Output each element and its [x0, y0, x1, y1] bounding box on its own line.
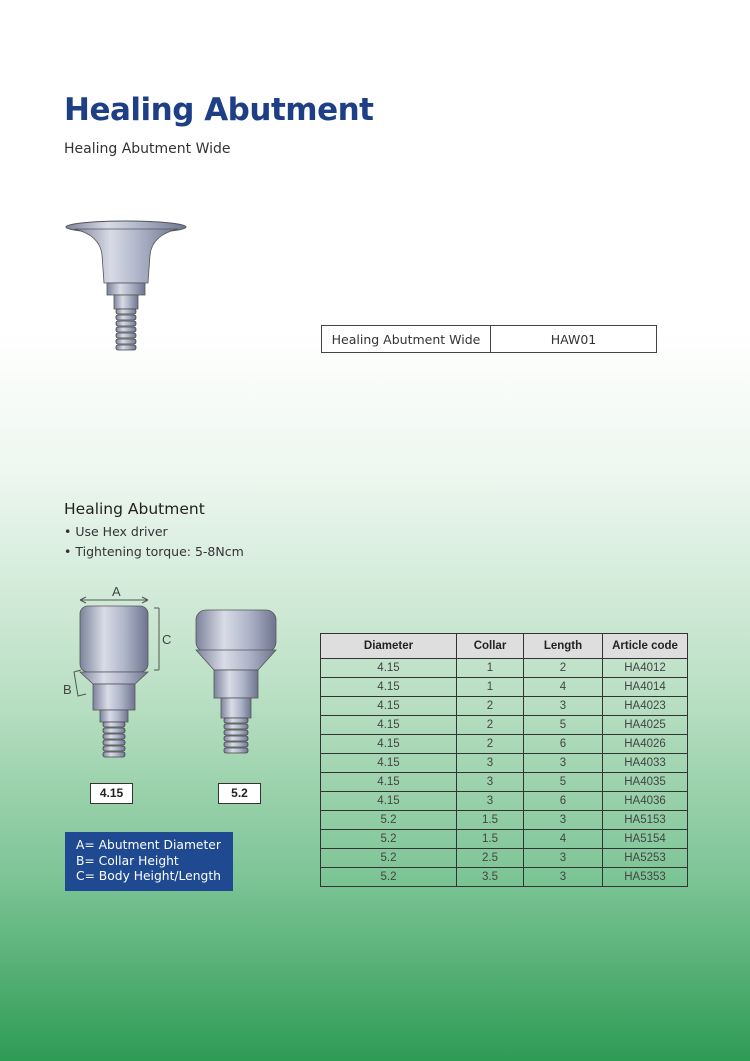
- table-row: [321, 678, 688, 697]
- table-cell: 3: [457, 773, 524, 792]
- legend-line-b: B= Collar Height: [76, 853, 179, 868]
- table-cell: 2: [457, 697, 524, 716]
- healing-abutment-wide-image: [60, 215, 200, 365]
- product-name-cell: Healing Abutment Wide: [322, 326, 491, 353]
- table-row: [321, 830, 688, 849]
- table-cell: HA5153: [603, 811, 688, 830]
- table-cell: 3.5: [457, 868, 524, 887]
- legend-line-a: A= Abutment Diameter: [76, 838, 221, 852]
- table-cell: 1: [457, 678, 524, 697]
- table-row: [321, 716, 688, 735]
- section-title: Healing Abutment: [64, 500, 205, 518]
- table-cell: 2.5: [457, 849, 524, 868]
- instruction-item: • Tightening torque: 5-8Ncm: [64, 542, 244, 562]
- table-cell: 3: [524, 754, 603, 773]
- table-cell: 4.15: [321, 659, 457, 678]
- table-cell: 5: [524, 773, 603, 792]
- table-cell: HA4026: [603, 735, 688, 754]
- table-cell: 4.15: [321, 754, 457, 773]
- product-code-cell: HAW01: [491, 326, 657, 353]
- legend-line-c: C= Body Height/Length: [76, 869, 221, 883]
- table-cell: 5.2: [321, 868, 457, 887]
- table-body: [321, 659, 688, 887]
- dimension-label-a: A: [112, 584, 121, 599]
- size-label-5-2: 5.2: [218, 783, 261, 804]
- dimension-label-c: C: [162, 632, 172, 647]
- table-cell: 4.15: [321, 773, 457, 792]
- table-cell: HA4035: [603, 773, 688, 792]
- table-cell: 4.15: [321, 697, 457, 716]
- table-cell: HA4036: [603, 792, 688, 811]
- table-row: [321, 811, 688, 830]
- article-spec-table: [320, 633, 688, 887]
- table-cell: HA5353: [603, 868, 688, 887]
- instruction-list: [64, 522, 244, 562]
- table-row: [321, 697, 688, 716]
- table-cell: 4.15: [321, 678, 457, 697]
- table-row: [321, 792, 688, 811]
- table-cell: 6: [524, 735, 603, 754]
- table-cell: 3: [524, 868, 603, 887]
- table-cell: 5.2: [321, 849, 457, 868]
- table-cell: 4.15: [321, 716, 457, 735]
- table-row: [321, 735, 688, 754]
- table-cell: HA4025: [603, 716, 688, 735]
- table-row: [321, 868, 688, 887]
- header-collar: Collar: [457, 634, 524, 659]
- dimension-legend: [65, 832, 233, 891]
- header-length: Length: [524, 634, 603, 659]
- table-cell: 4: [524, 830, 603, 849]
- table-cell: 1: [457, 659, 524, 678]
- table-cell: HA5154: [603, 830, 688, 849]
- table-cell: HA4012: [603, 659, 688, 678]
- table-cell: 2: [524, 659, 603, 678]
- table-cell: HA4033: [603, 754, 688, 773]
- header-diameter: Diameter: [321, 634, 457, 659]
- table-cell: 2: [457, 716, 524, 735]
- table-cell: 3: [524, 849, 603, 868]
- table-row: [321, 754, 688, 773]
- table-row: [321, 773, 688, 792]
- instruction-item: • Use Hex driver: [64, 522, 244, 542]
- size-label-4-15: 4.15: [90, 783, 133, 804]
- table-cell: HA4014: [603, 678, 688, 697]
- product-code-table: [321, 325, 657, 353]
- table-cell: 5.2: [321, 811, 457, 830]
- table-cell: 3: [457, 792, 524, 811]
- table-cell: 2: [457, 735, 524, 754]
- table-cell: 1.5: [457, 811, 524, 830]
- header-article-code: Article code: [603, 634, 688, 659]
- table-cell: 3: [524, 811, 603, 830]
- dimension-label-b: B: [63, 682, 72, 697]
- abutment-dimension-diagram: [55, 578, 295, 778]
- table-cell: 6: [524, 792, 603, 811]
- table-cell: 5.2: [321, 830, 457, 849]
- table-row: [321, 659, 688, 678]
- table-cell: HA5253: [603, 849, 688, 868]
- page-title: Healing Abutment: [64, 92, 374, 128]
- table-cell: 4: [524, 678, 603, 697]
- table-cell: 4.15: [321, 735, 457, 754]
- page-subtitle: Healing Abutment Wide: [64, 141, 231, 157]
- table-cell: 5: [524, 716, 603, 735]
- table-header-row: [321, 634, 688, 659]
- table-cell: 3: [457, 754, 524, 773]
- table-cell: 3: [524, 697, 603, 716]
- table-cell: 1.5: [457, 830, 524, 849]
- table-cell: HA4023: [603, 697, 688, 716]
- table-cell: 4.15: [321, 792, 457, 811]
- table-row: [321, 849, 688, 868]
